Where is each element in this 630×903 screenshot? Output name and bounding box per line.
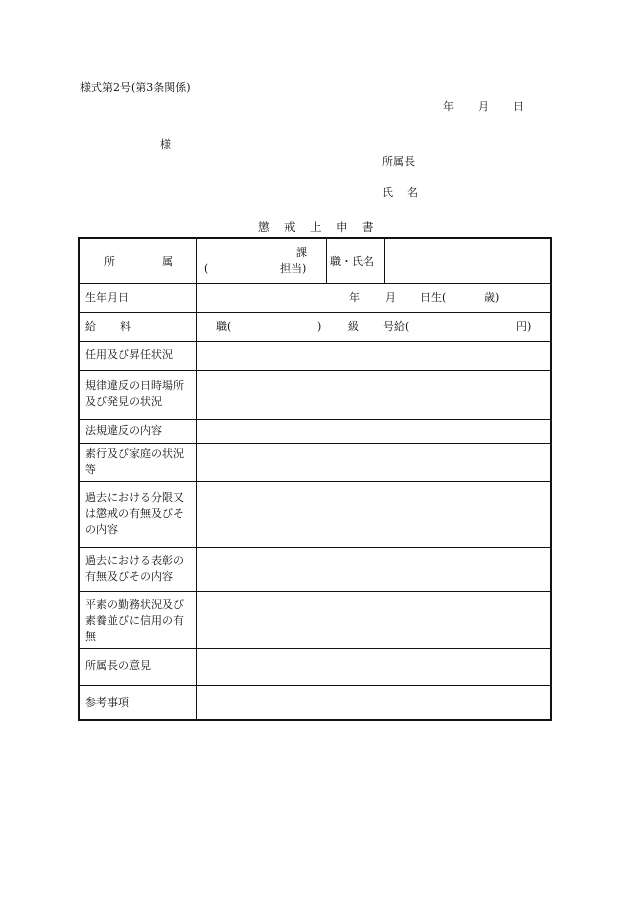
law-violation-label: 法規違反の内容: [85, 424, 162, 437]
disciplinary-report-form: [78, 237, 552, 721]
title-char-1: 懲: [258, 220, 270, 234]
date-month-label: 月: [478, 100, 489, 113]
conduct-family-label: 素行及び家庭の状況 等: [85, 447, 184, 476]
reference-notes-label: 参考事項: [85, 696, 129, 709]
salary-label-char-2: 料: [120, 320, 131, 333]
row-divider: [80, 591, 550, 592]
row-divider: [80, 341, 550, 342]
date-day-label: 日: [513, 100, 524, 113]
title-char-2: 戒: [284, 220, 296, 234]
title-char-3: 上: [310, 220, 322, 234]
past-commendation-label: 過去における表彰の 有無及びその内容: [85, 554, 184, 583]
row-divider: [80, 443, 550, 444]
in-charge-suffix: 担当): [280, 262, 307, 275]
row-divider: [80, 283, 550, 284]
row-divider: [80, 648, 550, 649]
violation-circumstances-label: 規律違反の日時場所 及び発見の状況: [85, 379, 184, 408]
date-year-label: 年: [443, 100, 454, 113]
birth-day-label: 日生(: [420, 291, 447, 304]
age-label: 歳): [484, 291, 500, 304]
yen-close: 円): [516, 320, 532, 333]
affiliation-divider-2: [384, 239, 385, 283]
department-head-opinion-label: 所属長の意見: [85, 659, 151, 672]
grade-label: 級: [348, 320, 359, 333]
row-divider: [80, 481, 550, 482]
affiliation-label-char-2: 属: [162, 255, 173, 268]
rank-close: ): [317, 320, 322, 333]
position-name-label: 職・氏名: [330, 255, 374, 268]
row-divider: [80, 547, 550, 548]
title-char-5: 書: [362, 220, 374, 234]
past-discipline-label: 過去における分限又 は懲戒の有無及びそ の内容: [85, 491, 184, 536]
name-char-2: 名: [407, 186, 418, 199]
birth-month-label: 月: [385, 291, 396, 304]
work-attitude-label: 平素の勤務状況及び 素養並びに信用の有 無: [85, 598, 184, 643]
signer-name-label: [382, 187, 418, 198]
department-head-label: 所属長: [382, 155, 415, 168]
row-divider: [80, 419, 550, 420]
rank-open: 職(: [216, 320, 232, 333]
affiliation-divider-1: [326, 239, 327, 283]
row-divider: [80, 370, 550, 371]
affiliation-open-paren: (: [204, 262, 209, 275]
birth-year-label: 年: [349, 291, 360, 304]
affiliation-label-char-1: 所: [104, 255, 115, 268]
row-divider: [80, 312, 550, 313]
name-char-1: 氏: [382, 186, 393, 199]
birthdate-label: 生年月日: [85, 291, 129, 304]
addressee-suffix: 様: [160, 138, 171, 151]
form-number: 様式第2号(第3条関係): [80, 81, 191, 94]
step-open: 号給(: [383, 320, 410, 333]
salary-label-char-1: 給: [85, 320, 96, 333]
title-char-4: 申: [336, 220, 348, 234]
section-suffix: 課: [296, 246, 307, 259]
appointment-status-label: 任用及び昇任状況: [85, 348, 173, 361]
row-divider: [80, 685, 550, 686]
